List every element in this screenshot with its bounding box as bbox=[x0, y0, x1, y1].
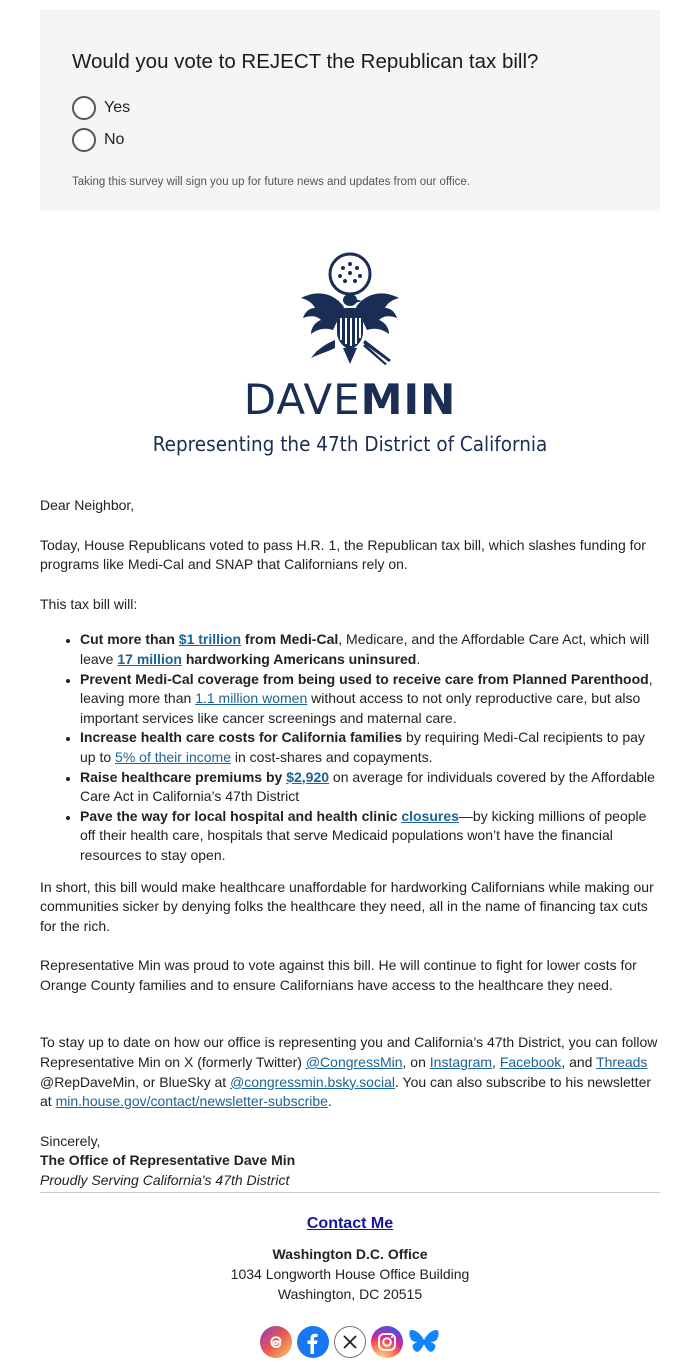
bullet-bold: Increase health care costs for California families bbox=[80, 729, 403, 746]
survey-option-no[interactable] bbox=[72, 124, 628, 156]
survey-box bbox=[40, 10, 660, 211]
survey-note: Taking this survey will sign you up for future news and updates from our office. bbox=[72, 176, 471, 188]
million-link[interactable]: 17 million bbox=[117, 650, 182, 667]
signature-block bbox=[40, 1132, 662, 1191]
no-radio[interactable] bbox=[72, 128, 96, 152]
follow-text: @RepDaveMin, or BlueSky at bbox=[40, 1073, 231, 1090]
bullet-bold: from Medi-Cal bbox=[241, 631, 339, 648]
list-item bbox=[80, 728, 662, 767]
stance-paragraph: Representative Min was proud to vote against this bill. He will continue to fight for lower costs for Orange County families and to ensure Californians have access to the healthcare they need. bbox=[40, 957, 637, 993]
name-last: MIN bbox=[360, 375, 457, 424]
bullet-text: in cost-shares and copayments. bbox=[230, 748, 433, 765]
yes-radio[interactable] bbox=[72, 96, 96, 120]
list-item bbox=[80, 807, 662, 866]
footer bbox=[0, 1213, 700, 1358]
women-link[interactable]: 1.1 million women bbox=[195, 690, 308, 707]
follow-text: . You can also subscribe to his newsletter at bbox=[40, 1073, 652, 1110]
list-item bbox=[80, 768, 662, 807]
income-link[interactable]: 5% of their income bbox=[115, 748, 231, 765]
closures-link[interactable]: closures bbox=[401, 807, 459, 824]
social-icons bbox=[0, 1326, 700, 1358]
list-item bbox=[80, 630, 662, 669]
district-tagline: Representing the 47th District of California bbox=[152, 432, 548, 456]
signature-name: The Office of Representative Dave Min bbox=[40, 1152, 296, 1169]
survey-question: Would you vote to REJECT the Republican tax bill? bbox=[72, 50, 539, 73]
lead-paragraph: This tax bill will: bbox=[40, 595, 138, 612]
follow-text: , on bbox=[402, 1054, 430, 1071]
instagram-icon[interactable] bbox=[371, 1326, 403, 1358]
bullet-text: . bbox=[416, 650, 421, 667]
signature-tagline: Proudly Serving California's 47th District bbox=[40, 1172, 290, 1189]
x-handle-link[interactable]: @CongressMin bbox=[305, 1054, 403, 1071]
follow-text: . bbox=[327, 1093, 332, 1110]
facebook-icon[interactable] bbox=[297, 1326, 329, 1358]
threads-link[interactable]: Threads bbox=[596, 1054, 648, 1071]
bullet-bold: Raise healthcare premiums by bbox=[80, 768, 287, 785]
bullet-text: by requiring Medi-Cal recipients to pay up to bbox=[80, 729, 645, 765]
summary-paragraph: In short, this bill would make healthcare unaffordable for hardworking Californians while making our communities sicker by denying folks the healthcare they need, all in the name of financing tax cuts for the rich. bbox=[40, 878, 654, 934]
bullet-text: , leaving more than bbox=[80, 670, 653, 707]
bullet-text: , Medicare, and the Affordable Care Act, which will leave bbox=[80, 631, 650, 667]
trillion-link[interactable]: $1 trillion bbox=[178, 631, 242, 648]
follow-paragraph bbox=[40, 1033, 662, 1111]
threads-icon[interactable] bbox=[260, 1326, 292, 1358]
letter-body bbox=[40, 496, 662, 1191]
follow-text: , and bbox=[561, 1054, 597, 1071]
bullet-text: on average for individuals covered by the Affordable Care Act in California’s 47th District bbox=[80, 768, 655, 805]
contact-me-link[interactable]: Contact Me bbox=[306, 1215, 394, 1232]
intro-paragraph: Today, House Republicans voted to pass H.R. 1, the Republican tax bill, which slashes funding for programs like Medi-Cal and SNAP that Californians rely on. bbox=[40, 536, 646, 573]
office-name: Washington D.C. Office bbox=[272, 1246, 428, 1262]
header-logo bbox=[0, 252, 700, 456]
name-first: DAVE bbox=[243, 375, 361, 424]
bill-impacts-list bbox=[80, 630, 662, 865]
follow-text: , bbox=[492, 1054, 500, 1071]
newsletter-link[interactable]: min.house.gov/contact/newsletter-subscribe bbox=[55, 1093, 328, 1110]
survey-option-yes[interactable] bbox=[72, 92, 628, 124]
footer-divider bbox=[40, 1192, 660, 1193]
office-address-line1: 1034 Longworth House Office Building bbox=[230, 1266, 470, 1282]
no-label[interactable]: No bbox=[104, 131, 125, 148]
yes-label[interactable]: Yes bbox=[104, 99, 131, 116]
congressional-seal-icon bbox=[295, 252, 405, 366]
facebook-link[interactable]: Facebook bbox=[499, 1054, 562, 1071]
bullet-text: without access to not only reproductive care, but also important services like cancer screenings and maternal care. bbox=[80, 690, 641, 726]
instagram-link[interactable]: Instagram bbox=[429, 1054, 493, 1071]
follow-text: To stay up to date on how our office is representing you and California’s 47th District, you can follow Representative Min on X (formerly Twitter) bbox=[40, 1034, 658, 1071]
x-icon[interactable] bbox=[334, 1326, 366, 1358]
office-address-line2: Washington, DC 20515 bbox=[277, 1286, 423, 1302]
representative-name bbox=[0, 376, 700, 424]
bullet-bold: Prevent Medi-Cal coverage from being used to receive care from Planned Parenthood bbox=[80, 670, 649, 687]
greeting: Dear Neighbor, bbox=[40, 497, 135, 513]
bullet-bold: hardworking Americans uninsured bbox=[181, 650, 417, 667]
bluesky-link[interactable]: @congressmin.bsky.social bbox=[230, 1073, 395, 1090]
bluesky-icon[interactable] bbox=[408, 1326, 440, 1358]
list-item bbox=[80, 670, 662, 729]
bullet-bold: Pave the way for local hospital and health clinic bbox=[80, 807, 402, 824]
premium-link[interactable]: $2,920 bbox=[286, 768, 330, 785]
bullet-text: —by kicking millions of people off their health care, hospitals that serve Medicaid populations won’t have the financial resources to stay open. bbox=[80, 807, 647, 863]
bullet-bold: Cut more than bbox=[80, 631, 179, 648]
closing: Sincerely, bbox=[40, 1132, 101, 1149]
